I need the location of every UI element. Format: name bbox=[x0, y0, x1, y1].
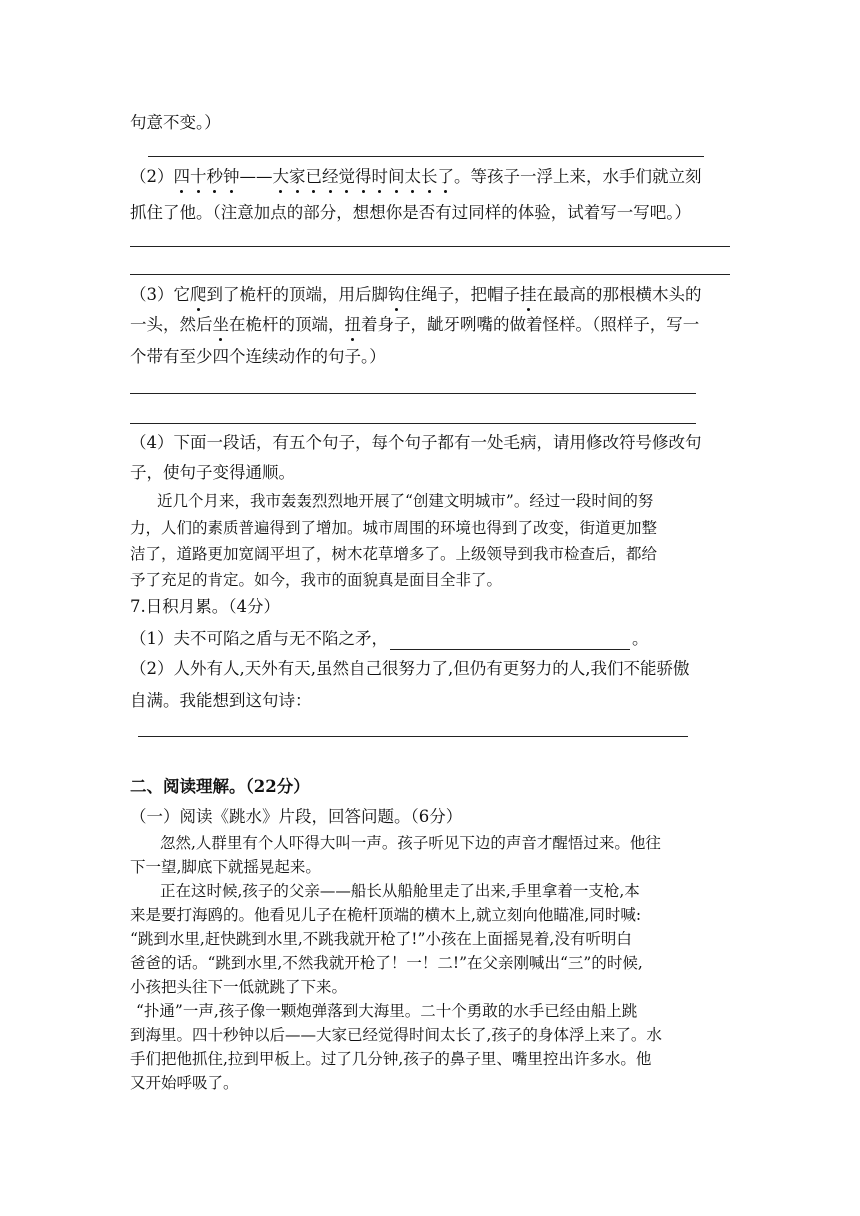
section2-title: 二、阅读理解。（22分） bbox=[130, 777, 310, 796]
q6-item3-line1: （3）它爬到了桅杆的顶端，用后脚钩住绳子，把帽子挂在最高的那根横木头的 bbox=[130, 285, 702, 304]
item4-para-line-2: 力，人们的素质普遍得到了增加。城市周围的环境也得到了改变，街道更加整 bbox=[130, 519, 658, 537]
q6-intro-tail: 句意不变。） bbox=[130, 113, 221, 132]
q7-title: 7.日积月累。（4分） bbox=[130, 597, 280, 616]
q7-item2-line1: （2）人外有人,天外有天,虽然自己很努力了,但仍有更努力的人,我们不能骄傲 bbox=[130, 659, 690, 678]
passage-line-10: 手们把他抓住,拉到甲板上。过了几分钟,孩子的鼻子里、嘴里控出许多水。他 bbox=[130, 1050, 652, 1068]
passage-line-6: 爸爸的话。“跳到水里,不然我就开枪了！一！二!”在父亲刚喊出“三”的时候, bbox=[130, 954, 643, 972]
q7-item1: （1）夫不可陷之盾与无不陷之矛， 。 bbox=[130, 629, 649, 648]
item4-para-line-1: 近几个月来，我市轰轰烈烈地开展了“创建文明城市”。经过一段时间的努 bbox=[157, 492, 654, 510]
q6-item2-line1: （2）四十秒钟——大家已经觉得时间太长了。等孩子一浮上来，水手们就立刻 bbox=[130, 167, 702, 186]
q6-item4-line1: （4）下面一段话，有五个句子，每个句子都有一处毛病，请用修改符号修改句 bbox=[130, 433, 702, 452]
q6-item2-line2: 抓住了他。（注意加点的部分，想想你是否有过同样的体验，试着写一写吧。） bbox=[130, 203, 691, 222]
passage-line-7: 小孩把头往下一低就跳了下来。 bbox=[130, 978, 348, 996]
passage-line-5: “跳到水里,赶快跳到水里,不跳我就开枪了!”小孩在上面摇晃着,没有听明白 bbox=[130, 930, 632, 948]
passage-line-4: 来是要打海鸥的。他看见儿子在桅杆顶端的横木上,就立刻向他瞄准,同时喊: bbox=[130, 906, 642, 924]
item4-para-line-4: 予了充足的肯定。如今，我市的面貌真是面目全非了。 bbox=[130, 571, 503, 589]
answer-blank-q7-1[interactable] bbox=[390, 633, 630, 650]
dotted-text-1: 四十秒钟 bbox=[173, 167, 240, 186]
passage-line-3: 正在这时候,孩子的父亲——船长从船舱里走了出来,手里拿着一支枪,本 bbox=[160, 882, 640, 900]
q6-item3-line3: 个带有至少四个连续动作的句子。） bbox=[130, 347, 386, 366]
dotted-verb-4: 坐 bbox=[212, 315, 229, 334]
q6-item4-line2: 子，使句子变得通顺。 bbox=[130, 463, 295, 482]
answer-line-1[interactable] bbox=[148, 156, 704, 157]
answer-line-6[interactable] bbox=[138, 736, 688, 737]
passage-line-1: 忽然,人群里有个人吓得大叫一声。孩子听见下边的声音才醒悟过来。他往 bbox=[160, 834, 661, 852]
dotted-verb-3: 挂 bbox=[520, 285, 537, 304]
passage-line-9: 到海里。四十秒钟以后——大家已经觉得时间太长了,孩子的身体浮上来了。水 bbox=[130, 1026, 662, 1044]
answer-line-5[interactable] bbox=[130, 423, 696, 424]
section2-sub1: （一）阅读《跳水》片段，回答问题。（6分） bbox=[130, 807, 463, 826]
dotted-text-2: 大家已经觉得时间太长了 bbox=[272, 167, 454, 186]
q7-item2-line2: 自满。我能想到这句诗： bbox=[130, 691, 312, 710]
answer-line-3[interactable] bbox=[130, 274, 730, 275]
q6-item3-line2: 一头，然后坐在桅杆的顶端，扭着身子，龇牙咧嘴的做着怪样。（照样子，写一 bbox=[130, 315, 700, 334]
passage-line-11: 又开始呼吸了。 bbox=[130, 1074, 239, 1092]
dotted-verb-1: 爬 bbox=[190, 285, 207, 304]
passage-line-2: 下一望,脚底下就摇晃起来。 bbox=[130, 858, 321, 876]
dotted-verb-2: 钩 bbox=[388, 285, 405, 304]
dotted-verb-5: 扭 bbox=[344, 315, 361, 334]
answer-line-2[interactable] bbox=[130, 246, 730, 247]
passage-line-8: “扑通”一声,孩子像一颗炮弹落到大海里。二十个勇敢的水手已经由船上跳 bbox=[136, 1002, 638, 1020]
item4-para-line-3: 洁了，道路更加宽阔平坦了，树木花草增多了。上级领导到我市检查后，都给 bbox=[130, 545, 658, 563]
answer-line-4[interactable] bbox=[130, 393, 696, 394]
